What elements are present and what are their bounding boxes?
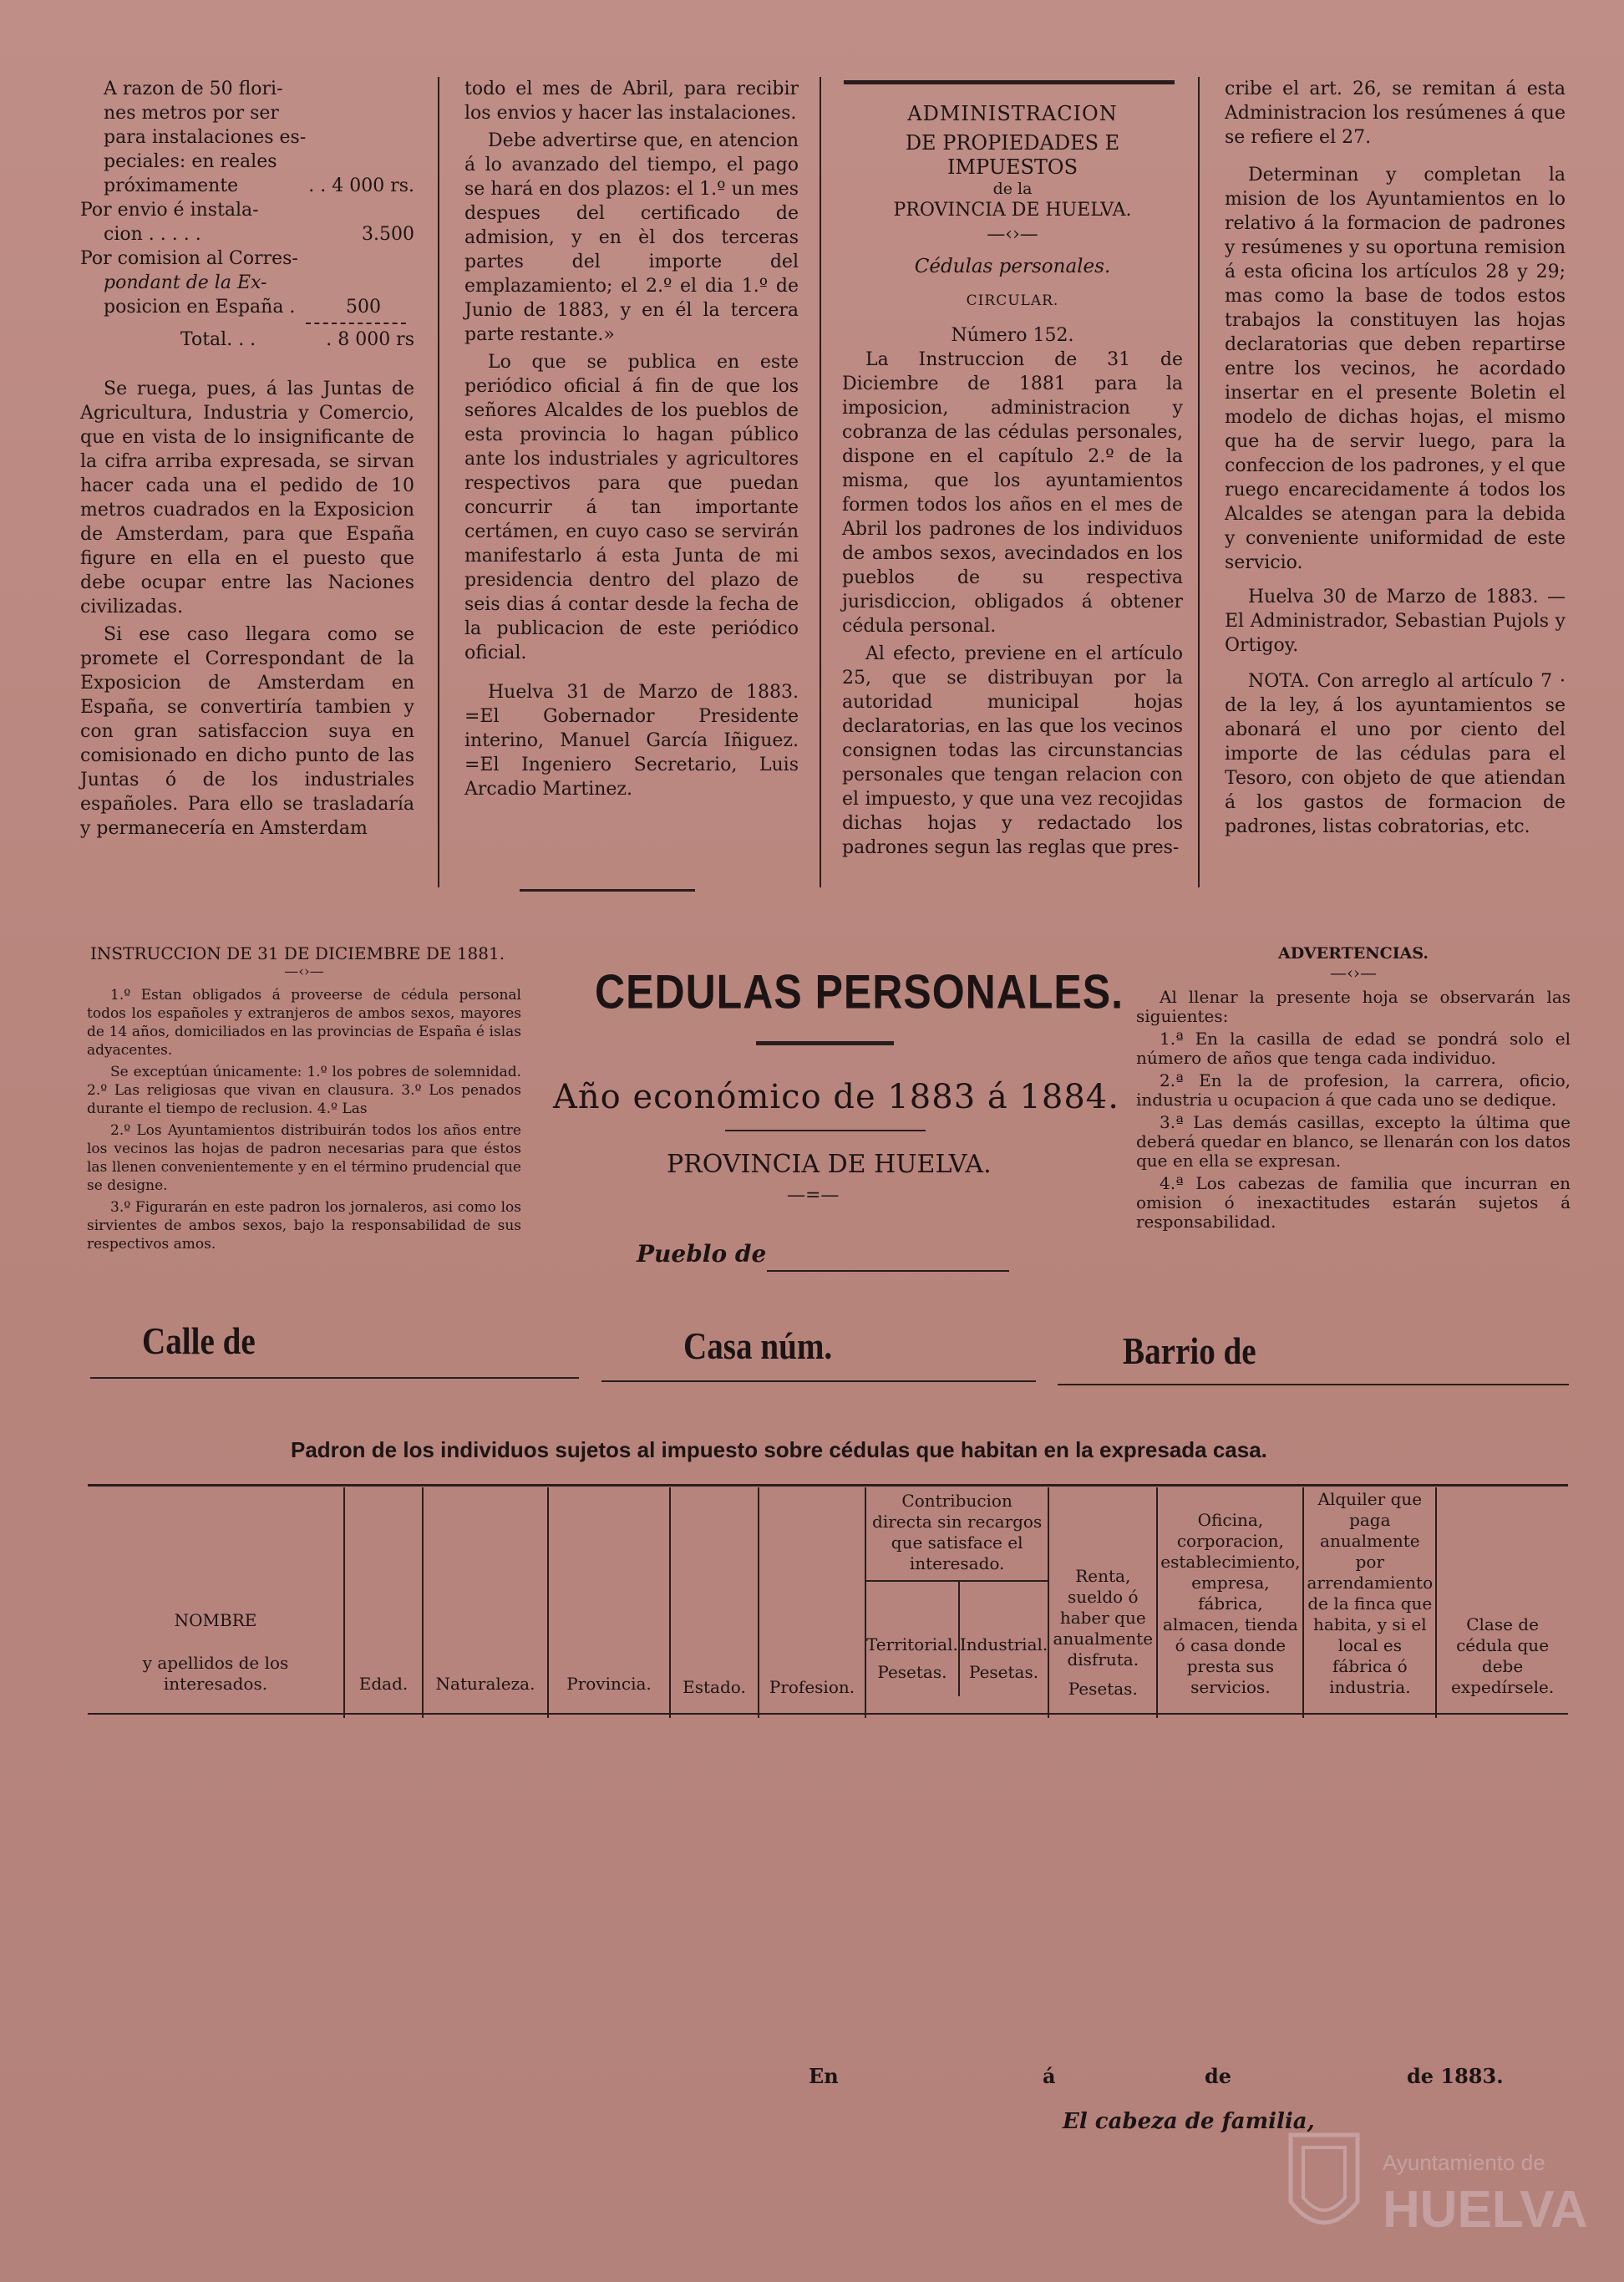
padron-body-rule [759, 1714, 865, 1718]
barrio-label: Barrio de [1123, 1329, 1256, 1372]
column-rule-2 [820, 77, 821, 887]
padron-body-rule [423, 1714, 548, 1718]
col4-paragraph-1: cribe el art. 26, se remitan á esta Administracion los resúmenes á que se refiere el 27. [1225, 79, 1566, 148]
casa-field[interactable] [601, 1380, 1036, 1382]
padron-body-rule [1436, 1714, 1568, 1718]
col2-paragraph-1: todo el mes de Abril, para recibir los envios y hacer las instalaciones. [464, 79, 799, 124]
column-rule-1 [438, 77, 439, 887]
advertencias-ornament: —‹›— [1330, 963, 1377, 983]
instruccion-2: 2.º Los Ayuntamientos distribuirán todos los años entre los vecinos las hojas de padron necesarias para que éstos las llenen convenientemente y en el término prudencial que se designe. [87, 1122, 521, 1194]
col2-end-rule [520, 889, 695, 892]
advertencias-block [1136, 944, 1571, 1235]
col-renta: Renta, sueldo ó haber que anualmente disfruta. Pesetas. [1048, 1487, 1157, 1714]
padron-body-row[interactable] [88, 1714, 1568, 1718]
stamp-line-1: Ayuntamiento de [1383, 2150, 1545, 2175]
padron-table [88, 1487, 1568, 1718]
col-nombre: NOMBRE y apellidos de los interesados. [88, 1487, 344, 1714]
col2-paragraph-2: Debe advertirse que, en atencion á lo avanzado del tiempo, el pago se hará en dos plazos: el 1.º un mes despues del certificado de admision, y en èl dos terceras partes del importe del emplazamiento; el 2.º el dia 1.º de Junio de 1883, y en él la tercera parte restante.» [464, 130, 799, 345]
advertencias-title: ADVERTENCIAS. [1278, 944, 1429, 963]
pueblo-field[interactable] [767, 1270, 1009, 1272]
contrib-subcols [866, 1582, 1048, 1696]
col2-signature: Huelva 31 de Marzo de 1883. =El Gobernador Presidente interino, Manuel García Iñiguez. =El Ingeniero Secretario, Luis Arcadio Martinez. [464, 682, 799, 800]
admin-heading-2: DE PROPIEDADES E IMPUESTOS [905, 131, 1120, 179]
table-top-rule [88, 1484, 1568, 1487]
column-rule-3 [1198, 77, 1200, 887]
col4-signature: Huelva 30 de Marzo de 1883. —El Administrador, Sebastian Pujols y Ortigoy. [1225, 587, 1566, 656]
cost-line-8: pondant de la Ex- [104, 272, 267, 293]
padron-title: Padron de los individuos sujetos al impuesto sobre cédulas que habitan en la expresada casa. [291, 1437, 1267, 1462]
admin-heading-3: de la [992, 180, 1033, 198]
date-en: En [809, 2064, 839, 2088]
circular-label: CIRCULAR. [966, 292, 1059, 309]
calle-field[interactable] [90, 1377, 579, 1379]
date-de: de [1205, 2064, 1232, 2088]
circular-number: Número 152. [951, 325, 1074, 346]
casa-label: Casa núm. [683, 1324, 833, 1367]
province-ornament: —=— [787, 1185, 840, 1206]
cost-line-7: Por comision al Corres- [80, 248, 298, 269]
advertencia-2: 2.ª En la de profesion, la carrera, oficio, industria u ocupacion á que cada uno se dedique. [1136, 1070, 1571, 1110]
padron-body-rule [1303, 1714, 1436, 1718]
col-alquiler: Alquiler que paga anualmente por arrendamiento de la finca que habita, y si el local es fábrica ó industria. [1303, 1487, 1436, 1714]
admin-heading: ADMINISTRACION [907, 102, 1118, 125]
padron-body-rule [1048, 1714, 1157, 1718]
province-heading: PROVINCIA DE HUELVA. [667, 1150, 992, 1179]
title-rule [756, 1041, 894, 1045]
advertencias-intro: Al llenar la presente hoja se observarán las siguientes: [1136, 987, 1571, 1026]
admin-heading-4: PROVINCIA DE HUELVA. [893, 200, 1132, 221]
fiscal-year: Año económico de 1883 á 1884. [553, 1078, 1119, 1116]
col-clase: Clase de cédula que debe expedírsele. [1450, 1614, 1555, 1697]
advertencia-4: 4.ª Los cabezas de familia que incurran en omision ó inexactitudes estarán sujetos á responsabilidad. [1136, 1173, 1571, 1232]
instruccion-3: 3.º Figurarán en este padron los jornaleros, asi como los sirvientes de ambos sexos, bajo la responsabilidad de sus respectivos amos. [87, 1199, 521, 1253]
col-edad: Edad. [344, 1487, 423, 1714]
padron-body-rule [670, 1714, 759, 1718]
instruccion-1: 1.º Estan obligados á proveerse de cédula personal todos los españoles y extranjeros de ambos sexos, mayores de 14 años, domiciliados en las provincias de España é islas adyacentes. [87, 987, 521, 1059]
col-provincia: Provincia. [548, 1487, 670, 1714]
ornament: —‹›— [987, 224, 1038, 245]
calle-label: Calle de [142, 1319, 256, 1362]
col3-paragraph-2: Al efecto, previene en el artículo 25, que se distribuyan por la autoridad municipal hojas declaratorias, en las que los vecinos consignen todas las circunstancias personales que tengan relacion con el impuesto, y que una vez recojidas dichas hojas y redactado los padrones segun las reglas que pres- [842, 643, 1183, 858]
col3-paragraph-1: La Instruccion de 31 de Diciembre de 1881 para la imposicion, administracion y cobranza de las cédulas personales, dispone en el capítulo 2.º de la misma, que los ayuntamientos formen todos los años en el mes de Abril los padrones de los individuos de ambos sexos, avecindados en los pueblos de su respectiva jurisdiccion, obligados á obtener cédula personal. [842, 349, 1183, 637]
instruccion-block [87, 944, 521, 1257]
total-rule [306, 323, 406, 324]
column-1 [80, 77, 414, 844]
col-naturaleza: Naturaleza. [423, 1487, 548, 1714]
barrio-field[interactable] [1058, 1384, 1569, 1385]
col-territorial: Territorial. Pesetas. [866, 1582, 960, 1696]
cost-line-5: Por envio é instala- [80, 200, 259, 221]
year-rule [725, 1130, 926, 1131]
col-profesion: Profesion. [759, 1487, 865, 1714]
date-a: á [1043, 2064, 1056, 2088]
form-title: CEDULAS PERSONALES. [595, 964, 1124, 1019]
padron-body-rule [548, 1714, 670, 1718]
cost-line-1: nes metros por ser [104, 103, 279, 124]
library-stamp [1282, 2118, 1616, 2252]
padron-body-rule [88, 1714, 344, 1718]
col4-paragraph-2: Determinan y completan la mision de los Ayuntamientos en lo relativo á la formacion de padrones y resúmenes y su oportuna remision á esta oficina los artículos 28 y 29; mas como la base de todos estos trabajos la constituyen las hojas declaratorias que deben repartirse entre los vecinos, he acordado insertar en el presente Boletin el modelo de dichas hojas, el mismo que ha de servir luego, para la confeccion de los padrones, y el que ruego encarecidamente á todos los Alcaldes se atengan para la debida y conveniente uniformidad de este servicio. [1225, 165, 1566, 573]
advertencia-1: 1.ª En la casilla de edad se pondrá solo el número de años que tenga cada individuo. [1136, 1029, 1571, 1068]
total-line: Total. . . . 8 000 rs [180, 329, 414, 350]
coat-of-arms-icon [1282, 2118, 1616, 2252]
cost-line-9: posicion en España . 500 [104, 297, 381, 318]
date-year: de 1883. [1407, 2064, 1504, 2088]
padron-body-rule [1157, 1714, 1303, 1718]
instruccion-ornament: —‹›— [284, 963, 324, 980]
col-contribucion: Contribucion directa sin recargos que satisface el interesado. Territorial. Pesetas. Industrial. Pesetas. [865, 1487, 1048, 1714]
instruccion-1b: Se exceptúan únicamente: 1.º los pobres de solemnidad. 2.º Las religiosas que vivan en clausura. 3.º Los penados durante el tiempo de reclusion. 4.º Las [87, 1064, 521, 1117]
header-rule [844, 80, 1175, 84]
advertencia-3: 3.ª Las demás casillas, excepto la última que deberá quedar en blanco, se llenarán con los datos que en ella se expresan. [1136, 1112, 1571, 1171]
col1-paragraph-2: Si ese caso llegara como se promete el Correspondant de la Exposicion de Amsterdam en España, se convertiría tambien y con gran satisfaccion suya en comisionado en dicho punto de las Juntas ó de los industriales españoles. Para ello se trasladaría y permanecería en Amsterdam [80, 624, 414, 839]
col-industrial: Industrial. Pesetas. [959, 1634, 1048, 1682]
col-estado: Estado. [670, 1487, 759, 1714]
cost-line-6: cion . . . . . 3.500 [104, 224, 414, 245]
section-title: Cédulas personales. [914, 256, 1111, 277]
col1-paragraph-1: Se ruega, pues, á las Juntas de Agricultura, Industria y Comercio, que en vista de lo insignificante de la cifra arriba expresada, se sirvan hacer cada una el pedido de 10 metros cuadrados en la Exposicion de Amsterdam, para que España figure en ella en el puesto que debe ocupar entre las Naciones civilizadas. [80, 379, 414, 618]
col2-paragraph-3: Lo que se publica en este periódico oficial á fin de que los señores Alcaldes de los pueblos de esta provincia lo hagan público ante los industriales y agricultores respectivos para que puedan concurrir á tan importante certámen, en cuyo caso se servirán manifestarlo á esta Junta de mi presidencia dentro del plazo de seis dias á contar desde la fecha de la publicacion de este periódico oficial. [464, 352, 799, 663]
col4-note: NOTA. Con arreglo al artículo 7 · de la ley, á los ayuntamientos se abonará el uno por ciento del importe de las cédulas para el Tesoro, con objeto de que atiendan á los gastos de formacion de padrones, listas cobratorias, etc. [1225, 671, 1566, 837]
col-oficina: Oficina, corporacion, establecimiento, empresa, fábrica, almacen, tienda ó casa donde presta sus servicios. [1157, 1487, 1303, 1714]
cabeza-familia: El cabeza de familia, [1063, 2109, 1315, 2134]
cost-line-4: próximamente . . 4 000 rs. [104, 175, 414, 196]
pueblo-label: Pueblo de [637, 1240, 767, 1268]
column-3 [842, 102, 1183, 863]
column-2 [464, 77, 799, 805]
column-4 [1225, 77, 1566, 842]
padron-header-row [88, 1487, 1568, 1714]
cost-line-3: peciales: en reales [104, 151, 277, 172]
padron-body-rule [865, 1714, 1048, 1718]
cost-line-0: A razon de 50 flori- [104, 79, 283, 99]
instruccion-title: INSTRUCCION DE 31 DE DICIEMBRE DE 1881. [90, 943, 505, 963]
stamp-line-2: HUELVA [1383, 2181, 1588, 2239]
cost-line-2: para instalaciones es- [104, 127, 307, 148]
padron-body-rule [344, 1714, 423, 1718]
